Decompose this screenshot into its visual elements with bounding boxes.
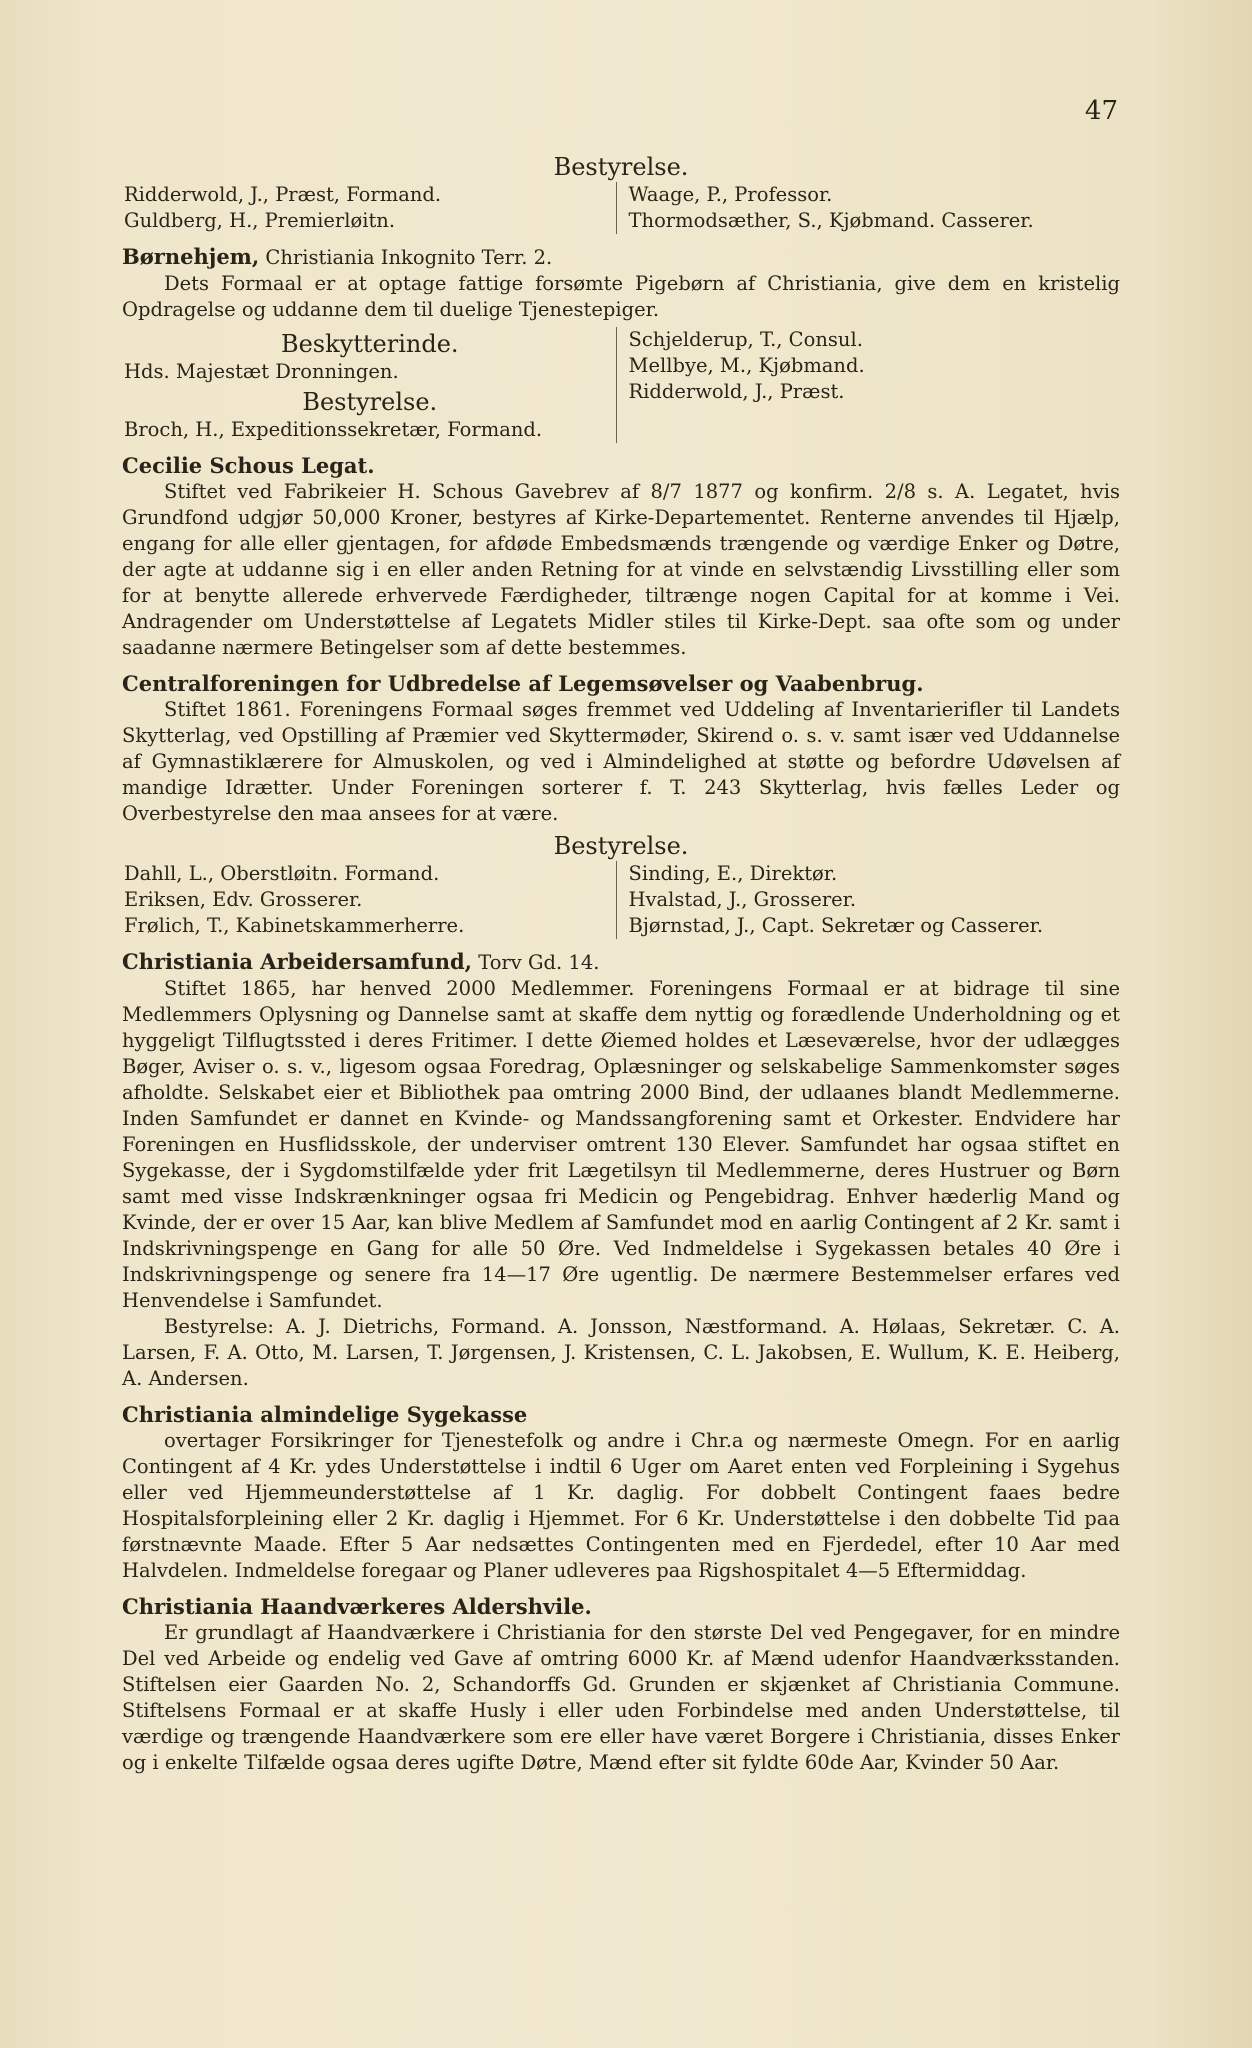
entry-cecilie: [122, 453, 1120, 661]
entry-address: Torv Gd. 14.: [478, 951, 600, 974]
entry-title: Cecilie Schous Legat.: [122, 453, 375, 478]
entry-text: Er grundlagt af Haandværkere i Christiania for den største Del ved Pengegaver, for en mindre Del ved Arbeide og endelig ved Gave af omtring 6000 Kr. af Mænd udenfor Haandværksstanden. Stiftelsen eier Gaarden No. 2, Schandorffs Gd. Grunden er skjænket af Christiania Commune. Stiftelsens Formaal er at skaffe Husly i eller uden Forbindelse med anden Understøttelse, til værdige og trængende Haandværkere som ere eller have været Borgere i Christiania, disses Enker og i enkelte Tilfælde ogsaa deres ugifte Døtre, Mænd efter sit fyldte 60de Aar, Kvinder 50 Aar.: [122, 1621, 1120, 1774]
board-member: Dahll, L., Oberstløitn. Formand.: [124, 862, 440, 885]
board-columns: [122, 182, 1120, 234]
entry-board: Bestyrelse: A. J. Dietrichs, Formand. A. Jonsson, Næstformand. A. Hølaas, Sekretær. C. A. Larsen, F. A. Otto, M. Larsen, T. Jørgensen, J. Kristensen, C. L. Jakobsen, E. Wullum, K. E. Heiberg, A. Andersen.: [122, 1315, 1120, 1390]
board-columns: [122, 327, 1120, 443]
board-member: Eriksen, Edv. Grosserer.: [124, 888, 363, 911]
board-member: Ridderwold, J., Præst, Formand.: [124, 183, 442, 206]
entry-centralforeningen: [122, 671, 1120, 939]
board-member: Thormodsæther, S., Kjøbmand. Casserer.: [628, 209, 1034, 232]
board-right: [616, 861, 1121, 939]
board-member: Mellbye, M., Kjøbmand.: [628, 354, 865, 377]
entry-bornehjem: [122, 244, 1120, 443]
board-left: [122, 861, 616, 939]
entry-title: Christiania Arbeidersamfund,: [122, 949, 472, 974]
entry-text: Stiftet ved Fabrikeier H. Schous Gavebrev af 8/7 1877 og konfirm. 2/8 s. A. Legatet, hvis Grundfond udgjør 50,000 Kroner, bestyres af Kirke-Departementet. Renterne anvendes til Hjælp, engang for alle eller gjentagen, for afdøde Embedsmænds trængende og værdige Enker og Døtre, der agte at uddanne sig i en eller anden Retning for at vinde en selvstændig Livsstilling eller som for at benytte allerede erhvervede Færdigheder, tiltrænge nogen Capital for at komme i Vei. Andragender om Understøttelse af Legatets Midler stiles til Kirke-Dept. saa ofte som og under saadanne nærmere Betingelser som af dette bestemmes.: [122, 480, 1120, 659]
board-columns: [122, 861, 1120, 939]
entry-title: Børnehjem,: [122, 244, 260, 269]
section-heading: Bestyrelse.: [302, 388, 438, 416]
board-member: Guldberg, H., Premierløitn.: [124, 209, 396, 232]
section-heading: Bestyrelse.: [553, 832, 689, 860]
board-member: Bjørnstad, J., Capt. Sekretær og Casserer.: [628, 914, 1044, 937]
page-content: [122, 150, 1120, 1776]
board-member: Sinding, E., Direktør.: [628, 862, 838, 885]
board-member: Waage, P., Professor.: [628, 183, 833, 206]
board-member: Frølich, T., Kabinetskammerherre.: [124, 914, 465, 937]
board-member: Broch, H., Expeditionssekretær, Formand.: [124, 418, 543, 441]
entry-text: Stiftet 1861. Foreningens Formaal søges fremmet ved Uddeling af Inventarierifler til Landets Skytterlag, ved Opstilling af Præmier ved Skyttermøder, Skirend o. s. v. samt især ved Uddannelse af Gymnastiklærere for Almuskolen, og ved i Almindelighed at støtte og befordre Udøvelsen af mandige Idrætter. Under Foreningen sorterer f. T. 243 Skytterlag, hvis fælles Leder og Overbestyrelse den maa ansees for at være.: [122, 698, 1120, 825]
entry-title: Christiania Haandværkeres Aldershvile.: [122, 1594, 592, 1619]
protector: Hds. Majestæt Dronningen.: [124, 360, 399, 383]
entry-address: Christiania Inkognito Terr. 2.: [265, 246, 553, 269]
entry-sygekasse: [122, 1402, 1120, 1584]
entry-arbeidersamfund: [122, 949, 1120, 1392]
entry-aldershvile: [122, 1594, 1120, 1776]
board-member: Ridderwold, J., Præst.: [628, 380, 845, 403]
board-right: [616, 182, 1121, 234]
section-heading: Bestyrelse.: [553, 153, 689, 181]
page-number: 47: [1084, 96, 1118, 126]
board-member: Schjelderup, T., Consul.: [628, 328, 863, 351]
entry-title: Centralforeningen for Udbredelse af Legemsøvelser og Vaabenbrug.: [122, 671, 924, 696]
entry-text: Dets Formaal er at optage fattige forsømte Pigebørn af Christiania, give dem en kristelig Opdragelse og uddanne dem til duelige Tjenestepiger.: [122, 272, 1120, 321]
entry-text: overtager Forsikringer for Tjenestefolk og andre i Chr.a og nærmeste Omegn. For en aarlig Contingent af 4 Kr. ydes Understøttelse i indtil 6 Uger om Aaret enten ved Forpleining i Sygehus eller ved Hjemmeunderstøttelse af 1 Kr. daglig. For dobbelt Contingent faaes bedre Hospitalsforpleining eller 2 Kr. daglig i Hjemmet. For 6 Kr. Understøttelse i den dobbelte Tid paa førstnævnte Maade. Efter 5 Aar nedsættes Contingenten med en Fjerdedel, efter 10 Aar med Halvdelen. Indmeldelse foregaar og Planer udleveres paa Rigshospitalet 4—5 Eftermiddag.: [122, 1429, 1120, 1582]
entry-text: Stiftet 1865, har henved 2000 Medlemmer. Foreningens Formaal er at bidrage til sine Medlemmers Oplysning og Dannelse samt at skaffe dem nyttig og forædlende Underholdning og et hyggeligt Tilflugtssted i deres Fritimer. I dette Øiemed holdes et Læseværelse, hvor der udlægges Bøger, Aviser o. s. v., ligesom ogsaa Foredrag, Oplæsninger og selskabelige Sammenkomster søges afholdte. Selskabet eier et Bibliothek paa omtring 2000 Bind, der udlaanes blandt Medlemmerne. Inden Samfundet er dannet en Kvinde- og Mandssangforening samt et Orkester. Endvidere har Foreningen en Husflidsskole, der underviser omtrent 130 Elever. Samfundet har ogsaa stiftet en Sygekasse, der i Sygdomstilfælde yder frit Lægetilsyn til Medlemmerne, deres Hustruer og Børn samt med visse Indskrænkninger ogsaa fri Medicin og Pengebidrag. Enhver hæderlig Mand og Kvinde, der er over 15 Aar, kan blive Medlem af Samfundet mod en aarlig Contingent af 2 Kr. samt i Indskrivningspenge en Gang for alle 50 Øre. Ved Indmeldelse i Sygekassen betales 40 Øre i Indskrivningspenge og senere fra 14—17 Øre ugentlig. De nærmere Bestemmelser erfares ved Henvendelse i Samfundet.: [122, 977, 1120, 1312]
board-left: [122, 327, 616, 443]
entry-title: Christiania almindelige Sygekasse: [122, 1402, 528, 1427]
protector-heading: Beskytterinde.: [280, 330, 459, 358]
board-left: [122, 182, 616, 234]
board-member: Hvalstad, J., Grosserer.: [628, 888, 857, 911]
board-right: [616, 327, 1121, 443]
